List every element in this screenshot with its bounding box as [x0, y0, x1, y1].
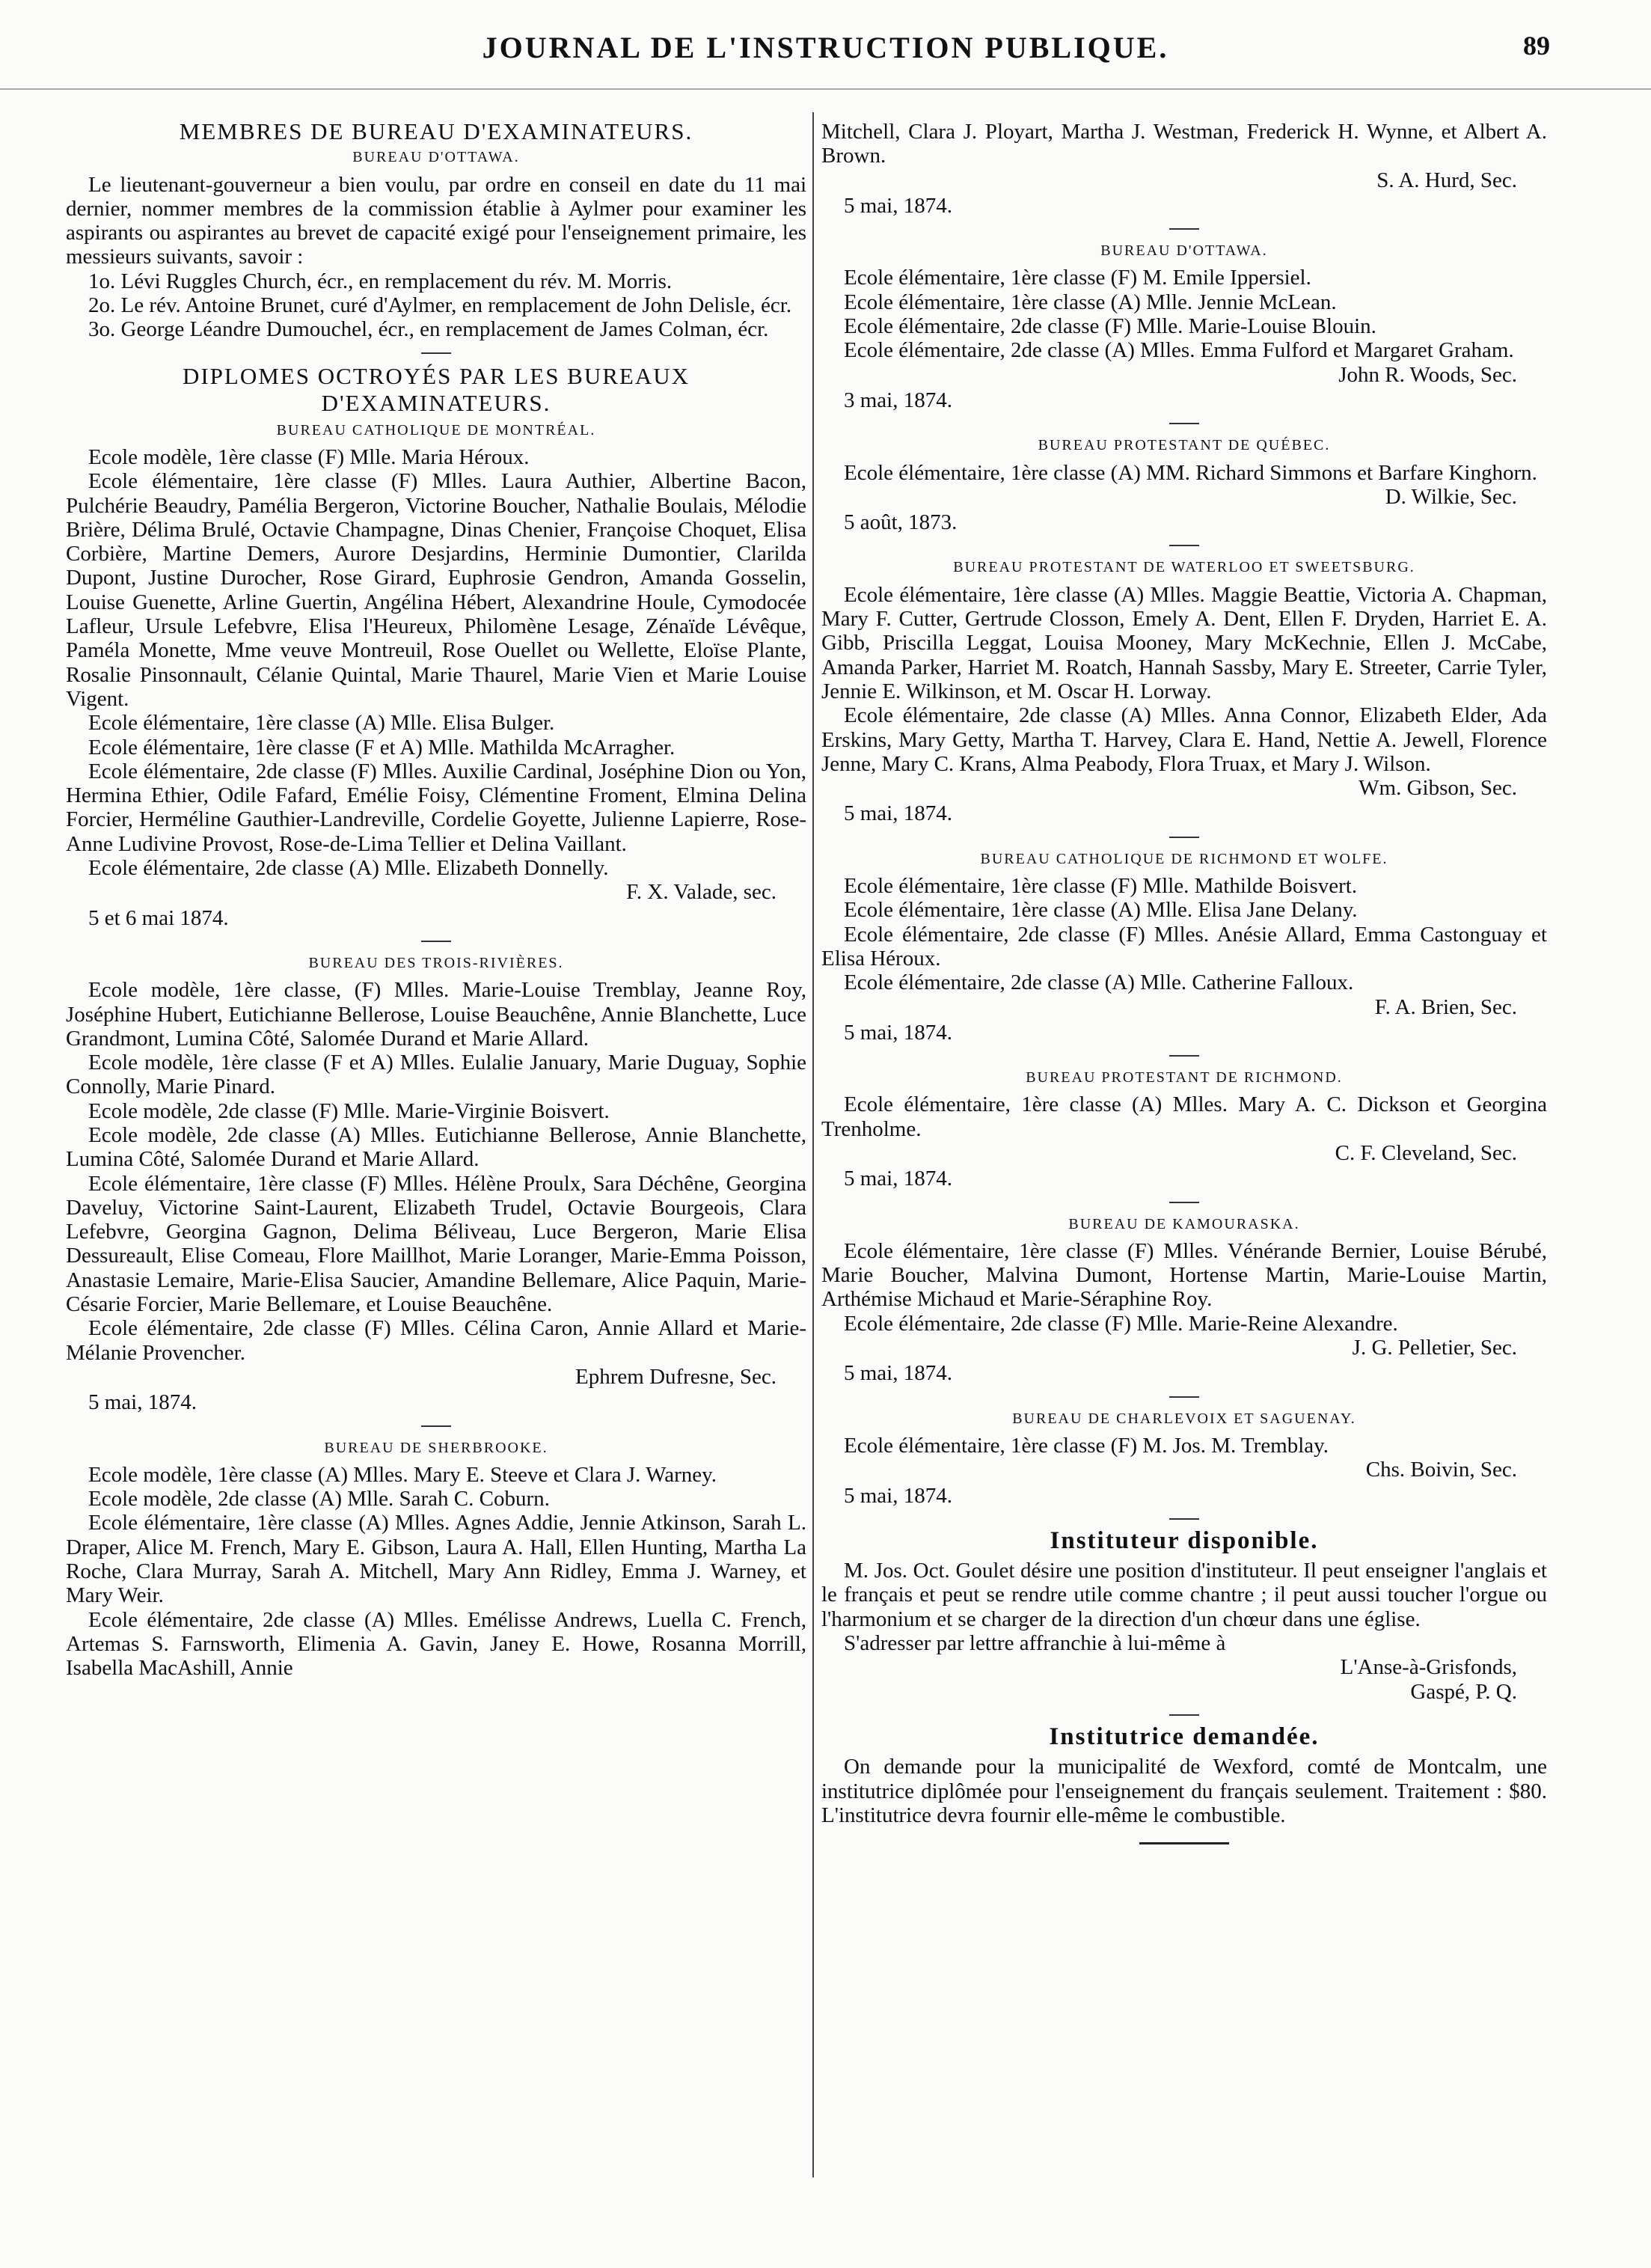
heading-instituteur: Instituteur disponible.	[1050, 1526, 1319, 1554]
section-title-members: MEMBRES DE BUREAU D'EXAMINATEURS.	[179, 118, 693, 144]
subtitle-quebec: BUREAU PROTESTANT DE QUÉBEC.	[1038, 437, 1331, 454]
date: 5 mai, 1874.	[844, 1361, 952, 1386]
date: 5 mai, 1874.	[88, 1390, 197, 1415]
paragraph: Ecole élémentaire, 1ère classe (F et A) Mlle. Mathilda McArragher.	[88, 735, 676, 759]
header-rule	[0, 88, 1651, 90]
subtitle-ottawa: BUREAU D'OTTAWA.	[1100, 242, 1268, 260]
paragraph: Le lieutenant-gouverneur a bien voulu, par ordre en conseil en date du 11 mai dernier, nommer membres de la commission établie à Aylmer pour examiner les aspirants ou aspirantes au brevet de capacité exigé pour l'enseignement primaire, les messieurs suivants, savoir :	[66, 172, 806, 269]
paragraph: Mitchell, Clara J. Ployart, Martha J. Westman, Frederick H. Wynne, et Albert A. Brown.	[821, 120, 1547, 168]
paragraph: Ecole modèle, 1ère classe (F et A) Mlles. Eulalie January, Marie Duguay, Sophie Connolly, Marie Pinard.	[66, 1051, 806, 1099]
separator	[1169, 837, 1199, 838]
paragraph: Ecole élémentaire, 2de classe (A) Mlles. Emma Fulford et Margaret Graham.	[844, 338, 1514, 363]
address-line: L'Anse-à-Grisfonds,	[1340, 1655, 1517, 1680]
separator	[1169, 1202, 1199, 1203]
paragraph: Ecole modèle, 2de classe (A) Mlles. Eutichianne Bellerose, Annie Blanchette, Lumina Côté, Salomée Durand et Marie Allard.	[66, 1122, 806, 1172]
heading-institutrice: Institutrice demandée.	[1049, 1723, 1320, 1750]
subtitle-kamouraska: BUREAU DE KAMOURASKA.	[1068, 1215, 1300, 1232]
subtitle-richmond-wolfe: BUREAU CATHOLIQUE DE RICHMOND ET WOLFE.	[980, 850, 1388, 867]
address-line: Gaspé, P. Q.	[1410, 1679, 1517, 1704]
separator	[1169, 1055, 1199, 1057]
signature: S. A. Hurd, Sec.	[1376, 168, 1517, 192]
paragraph: Ecole élémentaire, 2de classe (A) Mlles. Anna Connor, Elizabeth Elder, Ada Erskins, Mary Getty, Martha T. Harvey, Clara E. Hand, Nettie A. Jewell, Florence Jenne, Mary C. Krans, Alma Peabody, Flora Truax, et Mary J. Wilson.	[821, 703, 1547, 776]
paragraph: Ecole élémentaire, 2de classe (A) Mlles. Emélisse Andrews, Luella C. French, Artemas S. Farnsworth, Elimenia A. Gavin, Janey E. Howe, Rosanna Morrill, Isabella MacAshill, Annie	[66, 1607, 806, 1681]
right-column	[821, 120, 1547, 1844]
paragraph: On demande pour la municipalité de Wexford, comté de Montcalm, une institutrice diplômée pour l'enseignement du français seulement. Traitement : $80. L'institutrice devra fournir elle-même le combustible.	[821, 1755, 1547, 1827]
date: 5 mai, 1874.	[844, 1020, 952, 1045]
date: 5 mai, 1874.	[844, 193, 952, 218]
signature: F. A. Brien, Sec.	[1374, 994, 1517, 1019]
subtitle-sherbrooke: BUREAU DE SHERBROOKE.	[324, 1439, 548, 1456]
subtitle-trois-rivieres: BUREAU DES TROIS-RIVIÈRES.	[308, 954, 564, 971]
signature: John R. Woods, Sec.	[1338, 362, 1517, 387]
paragraph: Ecole élémentaire, 1ère classe (A) Mlle. Elisa Bulger.	[88, 711, 555, 736]
page-number: 89	[1523, 31, 1550, 61]
paragraph: Ecole modèle, 2de classe (F) Mlle. Marie-Virginie Boisvert.	[88, 1098, 610, 1123]
paragraph: Ecole modèle, 1ère classe (A) Mlles. Mary E. Steeve et Clara J. Warney.	[88, 1462, 717, 1487]
page-header	[0, 30, 1651, 75]
paragraph: Ecole élémentaire, 2de classe (F) Mlle. Marie-Reine Alexandre.	[844, 1311, 1398, 1336]
separator	[421, 352, 451, 354]
date: 5 mai, 1874.	[844, 801, 952, 826]
subtitle-richmond: BUREAU PROTESTANT DE RICHMOND.	[1026, 1069, 1343, 1086]
journal-title: JOURNAL DE L'INSTRUCTION PUBLIQUE.	[482, 31, 1169, 64]
paragraph: Ecole modèle, 1ère classe (F) Mlle. Maria Héroux.	[88, 444, 530, 469]
paragraph: Ecole élémentaire, 2de classe (F) Mlles. Célina Caron, Annie Allard et Marie-Mélanie Provencher.	[66, 1316, 806, 1365]
signature: D. Wilkie, Sec.	[1385, 484, 1517, 509]
separator	[421, 1425, 451, 1427]
paragraph: Ecole élémentaire, 1ère classe (F) Mlle. Mathilde Boisvert.	[844, 874, 1358, 899]
end-rule	[1139, 1842, 1229, 1844]
date: 5 mai, 1874.	[844, 1483, 952, 1508]
paragraph: Ecole élémentaire, 2de classe (F) Mlle. Marie-Louise Blouin.	[844, 314, 1376, 339]
date: 5 et 6 mai 1874.	[88, 905, 229, 930]
paragraph: Ecole élémentaire, 2de classe (A) Mlle. Catherine Falloux.	[844, 971, 1354, 995]
separator	[421, 941, 451, 942]
subtitle-ottawa: BUREAU D'OTTAWA.	[352, 149, 520, 166]
date: 5 mai, 1874.	[844, 1167, 952, 1191]
column-rule	[812, 112, 814, 2177]
signature: Ephrem Dufresne, Sec.	[575, 1364, 777, 1389]
signature: C. F. Cleveland, Sec.	[1335, 1140, 1517, 1165]
separator	[1169, 1518, 1199, 1520]
subtitle-waterloo: BUREAU PROTESTANT DE WATERLOO ET SWEETSBURG.	[953, 559, 1415, 576]
paragraph: Ecole élémentaire, 2de classe (F) Mlles. Anésie Allard, Emma Castonguay et Elisa Héroux.	[821, 922, 1547, 971]
signature: Chs. Boivin, Sec.	[1365, 1458, 1517, 1482]
paragraph: Ecole élémentaire, 2de classe (A) Mlle. Elizabeth Donnelly.	[88, 856, 609, 881]
signature: Wm. Gibson, Sec.	[1359, 776, 1517, 801]
paragraph: 2o. Le rév. Antoine Brunet, curé d'Aylmer, en remplacement de John Delisle, écr.	[88, 293, 792, 318]
paragraph: Ecole élémentaire, 1ère classe (A) Mlles. Mary A. C. Dickson et Georgina Trenholme.	[821, 1092, 1547, 1141]
paragraph: Ecole modèle, 1ère classe, (F) Mlles. Marie-Louise Tremblay, Jeanne Roy, Joséphine Hubert, Eutichianne Bellerose, Louise Beauchêne, Annie Blanchette, Luce Grandmont, Lumina Côté, Salomée Durand et Marie Allard.	[66, 978, 806, 1051]
paragraph: M. Jos. Oct. Goulet désire une position d'instituteur. Il peut enseigner l'anglais et le français et peut se rendre utile comme chantre ; il peut aussi toucher l'orgue ou l'harmonium et se charger de la direction d'un chœur dans une église.	[821, 1559, 1547, 1631]
subtitle-montreal: BUREAU CATHOLIQUE DE MONTRÉAL.	[276, 421, 596, 438]
date: 5 août, 1873.	[844, 510, 958, 535]
paragraph: Ecole modèle, 2de classe (A) Mlle. Sarah C. Coburn.	[88, 1487, 550, 1512]
separator	[1169, 1396, 1199, 1398]
date: 3 mai, 1874.	[844, 388, 952, 412]
paragraph: Ecole élémentaire, 1ère classe (F) Mlles. Laura Authier, Albertine Bacon, Pulchérie Beaudry, Pamélia Bergeron, Victorine Boucher, Nathalie Boulais, Mélodie Brière, Délima Brulé, Octavie Champagne, Dinas Chenier, Françoise Choquet, Elisa Corbière, Martine Demers, Aurore Desjardins, Herminie Dumontier, Clarilda Dupont, Justine Durocher, Rose Girard, Euphrosie Gendron, Amanda Gosselin, Louise Guenette, Arline Guertin, Angélina Hébert, Alexandrine Houle, Cymodocée Lafleur, Ursule Lefebvre, Elisa l'Heureux, Philomène Lesage, Zénaïde Lévêque, Paméla Monette, Mme veuve Montreuil, Rose Ouellet ou Wellette, Eloïse Plante, Rosalie Pinsonnault, Célanie Quintal, Marie Thaurel, Marie Vien et Marie Louise Vigent.	[66, 469, 806, 711]
paragraph: 3o. George Léandre Dumouchel, écr., en remplacement de James Colman, écr.	[88, 317, 769, 342]
section-title-diplomes: DIPLOMES OCTROYÉS PAR LES BUREAUX D'EXAMINATEURS.	[182, 362, 690, 416]
paragraph: S'adresser par lettre affranchie à lui-même à	[844, 1631, 1226, 1656]
paragraph: Ecole élémentaire, 2de classe (F) Mlles. Auxilie Cardinal, Joséphine Dion ou Yon, Hermina Ethier, Odile Fafard, Emélie Foisy, Clémentine Froment, Elmina Delina Forcier, Herméline Gauthier-Landreville, Cordelie Goyette, Julienne Lapierre, Rose-Anne Ludivine Provost, Rose-de-Lima Tellier et Delina Vaillant.	[66, 759, 806, 856]
paragraph: Ecole élémentaire, 1ère classe (F) Mlles. Hélène Proulx, Sara Déchêne, Georgina Daveluy, Victorine Saint-Laurent, Elizabeth Trudel, Octavie Bourgeois, Clara Lefebvre, Georgina Gagnon, Delima Béliveau, Luce Bergeron, Marie Elisa Dessureault, Elise Comeau, Flore Maillhot, Marie Loranger, Marie-Emma Poisson, Anastasie Lemaire, Marie-Elisa Saucier, Amandine Bellemare, Alice Paquin, Marie-Césarie Forcier, Marie Bellemare, et Louise Beauchêne.	[66, 1171, 806, 1317]
paragraph: Ecole élémentaire, 1ère classe (A) Mlles. Agnes Addie, Jennie Atkinson, Sarah L. Draper, Alice M. French, Mary E. Gibson, Laura A. Hall, Ellen Hunting, Martha La Roche, Clara Murray, Sarah A. Mitchell, Mary Ann Ridley, Emma J. Warney, et Mary Weir.	[66, 1511, 806, 1608]
paragraph: Ecole élémentaire, 1ère classe (A) Mlle. Elisa Jane Delany.	[844, 898, 1358, 923]
separator	[1169, 545, 1199, 546]
separator	[1169, 228, 1199, 230]
subtitle-charlevoix: BUREAU DE CHARLEVOIX ET SAGUENAY.	[1012, 1410, 1356, 1427]
separator	[1169, 1714, 1199, 1716]
paragraph: Ecole élémentaire, 1ère classe (F) M. Jos. M. Tremblay.	[844, 1433, 1329, 1458]
paragraph: Ecole élémentaire, 1ère classe (F) M. Emile Ippersiel.	[844, 266, 1311, 290]
paragraph: Ecole élémentaire, 1ère classe (A) Mlle. Jennie McLean.	[844, 290, 1337, 314]
paragraph: 1o. Lévi Ruggles Church, écr., en remplacement du rév. M. Morris.	[88, 269, 673, 293]
signature: J. G. Pelletier, Sec.	[1352, 1336, 1517, 1360]
paragraph: Ecole élémentaire, 1ère classe (A) MM. Richard Simmons et Barfare Kinghorn.	[844, 460, 1537, 485]
signature: F. X. Valade, sec.	[626, 880, 777, 905]
separator	[1169, 423, 1199, 424]
left-column	[66, 120, 806, 1681]
paragraph: Ecole élémentaire, 1ère classe (F) Mlles. Vénérande Bernier, Louise Bérubé, Marie Boucher, Malvina Dumont, Hortense Martin, Marie-Louise Martin, Arthémise Michaud et Marie-Séraphine Roy.	[821, 1238, 1547, 1312]
paragraph: Ecole élémentaire, 1ère classe (A) Mlles. Maggie Beattie, Victoria A. Chapman, Mary F. Cutter, Gertrude Closson, Emely A. Dent, Ellen F. Dryden, Harriet E. A. Gibb, Priscilla Leggat, Louisa Mooney, Mary McKechnie, Ellen J. McCabe, Amanda Parker, Harriet M. Roatch, Hannah Sassby, Mary E. Streeter, Carrie Tyler, Jennie E. Wilkinson, et M. Oscar H. Lorway.	[821, 582, 1547, 703]
